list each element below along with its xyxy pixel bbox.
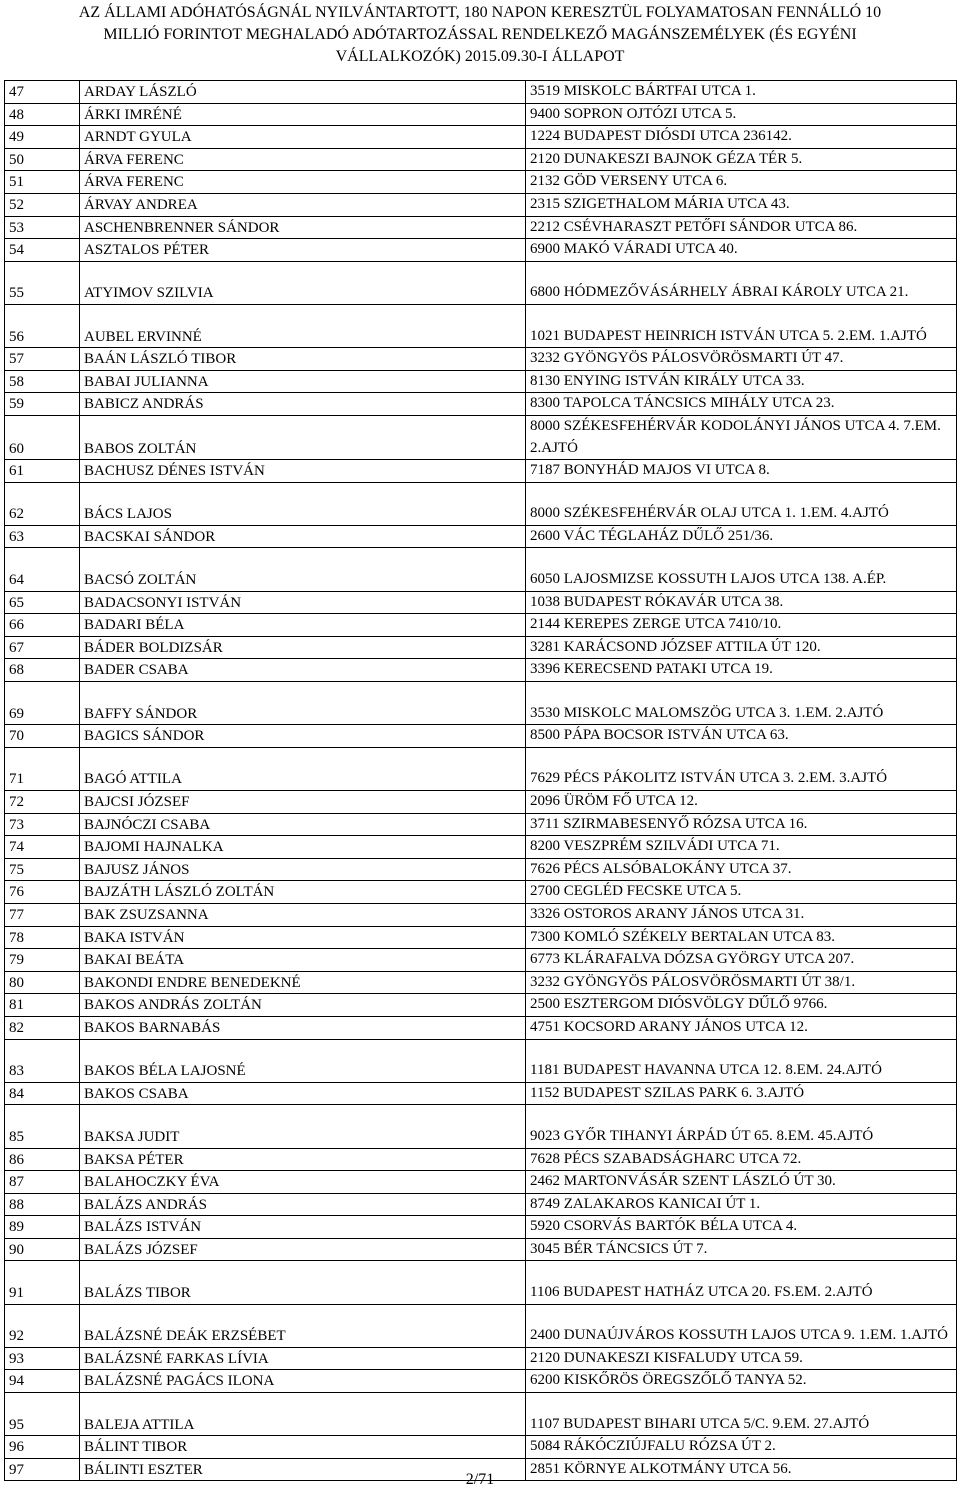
taxpayer-name: BÁDER BOLDIZSÁR xyxy=(80,636,526,659)
row-number: 93 xyxy=(5,1347,80,1370)
row-number: 71 xyxy=(5,747,80,790)
taxpayer-address: 2315 SZIGETHALOM MÁRIA UTCA 43. xyxy=(526,193,957,216)
table-row xyxy=(5,1393,957,1436)
taxpayer-name: BABICZ ANDRÁS xyxy=(80,393,526,416)
table-row xyxy=(5,926,957,949)
table-row xyxy=(5,858,957,881)
taxpayer-address: 3326 OSTOROS ARANY JÁNOS UTCA 31. xyxy=(526,903,957,926)
taxpayer-address: 2400 DUNAÚJVÁROS KOSSUTH LAJOS UTCA 9. 1.EM. 1.AJTÓ xyxy=(526,1304,957,1347)
taxpayer-name: BACSÓ ZOLTÁN xyxy=(80,548,526,591)
header-line-1: AZ ÁLLAMI ADÓHATÓSÁGNÁL NYILVÁNTARTOTT, 180 NAPON KERESZTÜL FOLYAMATOSAN FENNÁLLÓ 10 xyxy=(78,4,882,21)
taxpayer-address: 8000 SZÉKESFEHÉRVÁR OLAJ UTCA 1. 1.EM. 4.AJTÓ xyxy=(526,482,957,525)
row-number: 78 xyxy=(5,926,80,949)
taxpayer-address: 3045 BÉR TÁNCSICS ÚT 7. xyxy=(526,1238,957,1261)
taxpayer-name: BAJOMI HAJNALKA xyxy=(80,836,526,859)
taxpayer-address: 1152 BUDAPEST SZILAS PARK 6. 3.AJTÓ xyxy=(526,1082,957,1105)
table-row xyxy=(5,903,957,926)
table-row xyxy=(5,813,957,836)
row-number: 81 xyxy=(5,994,80,1017)
taxpayer-address: 3232 GYÖNGYÖS PÁLOSVÖRÖSMARTI ÚT 47. xyxy=(526,348,957,371)
row-number: 59 xyxy=(5,393,80,416)
table-row xyxy=(5,591,957,614)
taxpayer-name: BALEJA ATTILA xyxy=(80,1393,526,1436)
taxpayer-name: BABOS ZOLTÁN xyxy=(80,415,526,459)
table-row xyxy=(5,171,957,194)
taxpayer-address: 3396 KERECSEND PATAKI UTCA 19. xyxy=(526,659,957,682)
row-number: 62 xyxy=(5,482,80,525)
taxpayer-address: 6900 MAKÓ VÁRADI UTCA 40. xyxy=(526,239,957,262)
table-row xyxy=(5,881,957,904)
document-header xyxy=(0,2,960,68)
taxpayer-name: BÁCS LAJOS xyxy=(80,482,526,525)
table-row xyxy=(5,636,957,659)
taxpayer-address: 2851 KÖRNYE ALKOTMÁNY UTCA 56. xyxy=(526,1458,957,1481)
table-row xyxy=(5,1105,957,1148)
row-number: 94 xyxy=(5,1370,80,1393)
taxpayer-address: 3519 MISKOLC BÁRTFAI UTCA 1. xyxy=(526,81,957,104)
taxpayer-address: 2600 VÁC TÉGLAHÁZ DŰLŐ 251/36. xyxy=(526,525,957,548)
table-row xyxy=(5,1171,957,1194)
row-number: 69 xyxy=(5,682,80,725)
taxpayer-address: 2120 DUNAKESZI KISFALUDY UTCA 59. xyxy=(526,1347,957,1370)
row-number: 72 xyxy=(5,791,80,814)
taxpayer-address: 5084 RÁKÓCZIÚJFALU RÓZSA ÚT 2. xyxy=(526,1436,957,1459)
taxpayer-address: 2212 CSÉVHARASZT PETŐFI SÁNDOR UTCA 86. xyxy=(526,216,957,239)
row-number: 53 xyxy=(5,216,80,239)
taxpayer-name: BÁLINTI ESZTER xyxy=(80,1458,526,1481)
taxpayer-table xyxy=(4,80,957,1481)
taxpayer-address: 8000 SZÉKESFEHÉRVÁR KODOLÁNYI JÁNOS UTCA 4. 7.EM. 2.AJTÓ xyxy=(526,415,957,459)
row-number: 56 xyxy=(5,304,80,347)
row-number: 54 xyxy=(5,239,80,262)
row-number: 55 xyxy=(5,261,80,304)
row-number: 85 xyxy=(5,1105,80,1148)
taxpayer-name: BALÁZS TIBOR xyxy=(80,1261,526,1304)
table-row xyxy=(5,791,957,814)
taxpayer-name: BAKA ISTVÁN xyxy=(80,926,526,949)
taxpayer-name: ASCHENBRENNER SÁNDOR xyxy=(80,216,526,239)
taxpayer-address: 2500 ESZTERGOM DIÓSVÖLGY DŰLŐ 9766. xyxy=(526,994,957,1017)
row-number: 96 xyxy=(5,1436,80,1459)
taxpayer-address: 2096 ÜRÖM FŐ UTCA 12. xyxy=(526,791,957,814)
row-number: 57 xyxy=(5,348,80,371)
taxpayer-address: 8200 VESZPRÉM SZILVÁDI UTCA 71. xyxy=(526,836,957,859)
row-number: 74 xyxy=(5,836,80,859)
row-number: 89 xyxy=(5,1216,80,1239)
row-number: 75 xyxy=(5,858,80,881)
row-number: 76 xyxy=(5,881,80,904)
table-row xyxy=(5,949,957,972)
taxpayer-address: 7628 PÉCS SZABADSÁGHARC UTCA 72. xyxy=(526,1148,957,1171)
row-number: 88 xyxy=(5,1193,80,1216)
row-number: 63 xyxy=(5,525,80,548)
taxpayer-name: BAKOS BARNABÁS xyxy=(80,1016,526,1039)
row-number: 70 xyxy=(5,725,80,748)
taxpayer-address: 1224 BUDAPEST DIÓSDI UTCA 236142. xyxy=(526,126,957,149)
table-row xyxy=(5,1082,957,1105)
row-number: 90 xyxy=(5,1238,80,1261)
table-row xyxy=(5,1216,957,1239)
taxpayer-name: AUBEL ERVINNÉ xyxy=(80,304,526,347)
row-number: 60 xyxy=(5,415,80,459)
taxpayer-name: BAKSA PÉTER xyxy=(80,1148,526,1171)
table-row xyxy=(5,1238,957,1261)
taxpayer-name: BAKONDI ENDRE BENEDEKNÉ xyxy=(80,971,526,994)
taxpayer-address: 3530 MISKOLC MALOMSZÖG UTCA 3. 1.EM. 2.AJTÓ xyxy=(526,682,957,725)
taxpayer-address: 2132 GÖD VERSENY UTCA 6. xyxy=(526,171,957,194)
table-row xyxy=(5,460,957,483)
taxpayer-address: 3711 SZIRMABESENYŐ RÓZSA UTCA 16. xyxy=(526,813,957,836)
taxpayer-address: 3232 GYÖNGYÖS PÁLOSVÖRÖSMARTI ÚT 38/1. xyxy=(526,971,957,994)
table-row xyxy=(5,261,957,304)
row-number: 80 xyxy=(5,971,80,994)
taxpayer-address: 4751 KOCSORD ARANY JÁNOS UTCA 12. xyxy=(526,1016,957,1039)
table-row xyxy=(5,193,957,216)
row-number: 47 xyxy=(5,81,80,104)
taxpayer-table-body xyxy=(5,81,957,1481)
table-row xyxy=(5,836,957,859)
taxpayer-address: 1181 BUDAPEST HAVANNA UTCA 12. 8.EM. 24.AJTÓ xyxy=(526,1039,957,1082)
row-number: 48 xyxy=(5,103,80,126)
taxpayer-name: BÁLINT TIBOR xyxy=(80,1436,526,1459)
taxpayer-address: 2462 MARTONVÁSÁR SZENT LÁSZLÓ ÚT 30. xyxy=(526,1171,957,1194)
taxpayer-name: BAJUSZ JÁNOS xyxy=(80,858,526,881)
row-number: 58 xyxy=(5,370,80,393)
row-number: 67 xyxy=(5,636,80,659)
table-row xyxy=(5,81,957,104)
row-number: 79 xyxy=(5,949,80,972)
table-row xyxy=(5,1304,957,1347)
taxpayer-name: ÁRKI IMRÉNÉ xyxy=(80,103,526,126)
table-row xyxy=(5,1436,957,1459)
row-number: 50 xyxy=(5,148,80,171)
table-row xyxy=(5,1370,957,1393)
taxpayer-name: BAJNÓCZI CSABA xyxy=(80,813,526,836)
taxpayer-name: BAJZÁTH LÁSZLÓ ZOLTÁN xyxy=(80,881,526,904)
header-line-2: MILLIÓ FORINTOT MEGHALADÓ ADÓTARTOZÁSSAL RENDELKEZŐ MAGÁNSZEMÉLYEK (ÉS EGYÉNI xyxy=(103,26,857,43)
row-number: 68 xyxy=(5,659,80,682)
table-row xyxy=(5,548,957,591)
taxpayer-address: 1106 BUDAPEST HATHÁZ UTCA 20. FS.EM. 2.AJTÓ xyxy=(526,1261,957,1304)
table-row xyxy=(5,393,957,416)
taxpayer-name: BADER CSABA xyxy=(80,659,526,682)
table-row xyxy=(5,370,957,393)
row-number: 95 xyxy=(5,1393,80,1436)
table-row xyxy=(5,103,957,126)
taxpayer-name: BAÁN LÁSZLÓ TIBOR xyxy=(80,348,526,371)
taxpayer-name: ÁRVA FERENC xyxy=(80,148,526,171)
table-row xyxy=(5,1193,957,1216)
table-row xyxy=(5,1148,957,1171)
taxpayer-name: ÁRVA FERENC xyxy=(80,171,526,194)
taxpayer-address: 3281 KARÁCSOND JÓZSEF ATTILA ÚT 120. xyxy=(526,636,957,659)
row-number: 73 xyxy=(5,813,80,836)
row-number: 49 xyxy=(5,126,80,149)
taxpayer-address: 8500 PÁPA BOCSOR ISTVÁN UTCA 63. xyxy=(526,725,957,748)
row-number: 61 xyxy=(5,460,80,483)
row-number: 86 xyxy=(5,1148,80,1171)
row-number: 84 xyxy=(5,1082,80,1105)
table-row xyxy=(5,239,957,262)
taxpayer-name: BALAHOCZKY ÉVA xyxy=(80,1171,526,1194)
taxpayer-address: 7626 PÉCS ALSÓBALOKÁNY UTCA 37. xyxy=(526,858,957,881)
table-row xyxy=(5,1016,957,1039)
taxpayer-address: 6773 KLÁRAFALVA DÓZSA GYÖRGY UTCA 207. xyxy=(526,949,957,972)
row-number: 52 xyxy=(5,193,80,216)
table-row xyxy=(5,614,957,637)
taxpayer-name: BAKOS CSABA xyxy=(80,1082,526,1105)
taxpayer-name: BALÁZS ANDRÁS xyxy=(80,1193,526,1216)
table-row xyxy=(5,994,957,1017)
taxpayer-name: BALÁZSNÉ PAGÁCS ILONA xyxy=(80,1370,526,1393)
taxpayer-name: BABAI JULIANNA xyxy=(80,370,526,393)
taxpayer-address: 1038 BUDAPEST RÓKAVÁR UTCA 38. xyxy=(526,591,957,614)
taxpayer-address: 7187 BONYHÁD MAJOS VI UTCA 8. xyxy=(526,460,957,483)
table-row xyxy=(5,1347,957,1370)
table-row xyxy=(5,747,957,790)
table-row xyxy=(5,1039,957,1082)
taxpayer-name: ARDAY LÁSZLÓ xyxy=(80,81,526,104)
taxpayer-address: 6050 LAJOSMIZSE KOSSUTH LAJOS UTCA 138. A.ÉP. xyxy=(526,548,957,591)
table-row xyxy=(5,682,957,725)
row-number: 91 xyxy=(5,1261,80,1304)
taxpayer-address: 7629 PÉCS PÁKOLITZ ISTVÁN UTCA 3. 2.EM. 3.AJTÓ xyxy=(526,747,957,790)
row-number: 92 xyxy=(5,1304,80,1347)
header-line-3: VÁLLALKOZÓK) 2015.09.30-I ÁLLAPOT xyxy=(335,48,625,65)
taxpayer-address: 9023 GYŐR TIHANYI ÁRPÁD ÚT 65. 8.EM. 45.AJTÓ xyxy=(526,1105,957,1148)
row-number: 97 xyxy=(5,1458,80,1481)
taxpayer-name: BAKSA JUDIT xyxy=(80,1105,526,1148)
taxpayer-name: BAJCSI JÓZSEF xyxy=(80,791,526,814)
taxpayer-address: 2700 CEGLÉD FECSKE UTCA 5. xyxy=(526,881,957,904)
row-number: 64 xyxy=(5,548,80,591)
taxpayer-address: 6800 HÓDMEZŐVÁSÁRHELY ÁBRAI KÁROLY UTCA 21. xyxy=(526,261,957,304)
taxpayer-address: 8749 ZALAKAROS KANICAI ÚT 1. xyxy=(526,1193,957,1216)
row-number: 83 xyxy=(5,1039,80,1082)
row-number: 77 xyxy=(5,903,80,926)
table-row xyxy=(5,725,957,748)
taxpayer-name: BAKOS BÉLA LAJOSNÉ xyxy=(80,1039,526,1082)
taxpayer-address: 6200 KISKŐRÖS ÖREGSZŐLŐ TANYA 52. xyxy=(526,1370,957,1393)
page-number: 2/71 xyxy=(465,1471,495,1488)
taxpayer-address: 5920 CSORVÁS BARTÓK BÉLA UTCA 4. xyxy=(526,1216,957,1239)
table-row xyxy=(5,659,957,682)
taxpayer-name: BACSKAI SÁNDOR xyxy=(80,525,526,548)
taxpayer-name: BADACSONYI ISTVÁN xyxy=(80,591,526,614)
row-number: 82 xyxy=(5,1016,80,1039)
table-row xyxy=(5,525,957,548)
row-number: 87 xyxy=(5,1171,80,1194)
table-row xyxy=(5,348,957,371)
taxpayer-name: BALÁZSNÉ FARKAS LÍVIA xyxy=(80,1347,526,1370)
taxpayer-name: BALÁZS JÓZSEF xyxy=(80,1238,526,1261)
table-row xyxy=(5,415,957,459)
taxpayer-address: 2120 DUNAKESZI BAJNOK GÉZA TÉR 5. xyxy=(526,148,957,171)
table-row xyxy=(5,148,957,171)
taxpayer-name: BALÁZSNÉ DEÁK ERZSÉBET xyxy=(80,1304,526,1347)
taxpayer-name: ÁRVAY ANDREA xyxy=(80,193,526,216)
taxpayer-address: 2144 KEREPES ZERGE UTCA 7410/10. xyxy=(526,614,957,637)
taxpayer-name: BACHUSZ DÉNES ISTVÁN xyxy=(80,460,526,483)
table-row xyxy=(5,304,957,347)
table-row xyxy=(5,482,957,525)
table-row xyxy=(5,216,957,239)
table-row xyxy=(5,1261,957,1304)
taxpayer-name: ARNDT GYULA xyxy=(80,126,526,149)
taxpayer-address: 8300 TAPOLCA TÁNCSICS MIHÁLY UTCA 23. xyxy=(526,393,957,416)
taxpayer-name: BAK ZSUZSANNA xyxy=(80,903,526,926)
taxpayer-name: BALÁZS ISTVÁN xyxy=(80,1216,526,1239)
taxpayer-name: BAFFY SÁNDOR xyxy=(80,682,526,725)
table-row xyxy=(5,126,957,149)
taxpayer-name: BAKAI BEÁTA xyxy=(80,949,526,972)
taxpayer-address: 1021 BUDAPEST HEINRICH ISTVÁN UTCA 5. 2.EM. 1.AJTÓ xyxy=(526,304,957,347)
taxpayer-name: BAGÓ ATTILA xyxy=(80,747,526,790)
row-number: 66 xyxy=(5,614,80,637)
taxpayer-name: BADARI BÉLA xyxy=(80,614,526,637)
taxpayer-name: BAGICS SÁNDOR xyxy=(80,725,526,748)
taxpayer-address: 8130 ENYING ISTVÁN KIRÁLY UTCA 33. xyxy=(526,370,957,393)
taxpayer-name: BAKOS ANDRÁS ZOLTÁN xyxy=(80,994,526,1017)
table-row xyxy=(5,971,957,994)
taxpayer-name: ATYIMOV SZILVIA xyxy=(80,261,526,304)
taxpayer-address: 9400 SOPRON OJTÓZI UTCA 5. xyxy=(526,103,957,126)
taxpayer-address: 7300 KOMLÓ SZÉKELY BERTALAN UTCA 83. xyxy=(526,926,957,949)
taxpayer-name: ASZTALOS PÉTER xyxy=(80,239,526,262)
row-number: 65 xyxy=(5,591,80,614)
taxpayer-address: 1107 BUDAPEST BIHARI UTCA 5/C. 9.EM. 27.AJTÓ xyxy=(526,1393,957,1436)
row-number: 51 xyxy=(5,171,80,194)
